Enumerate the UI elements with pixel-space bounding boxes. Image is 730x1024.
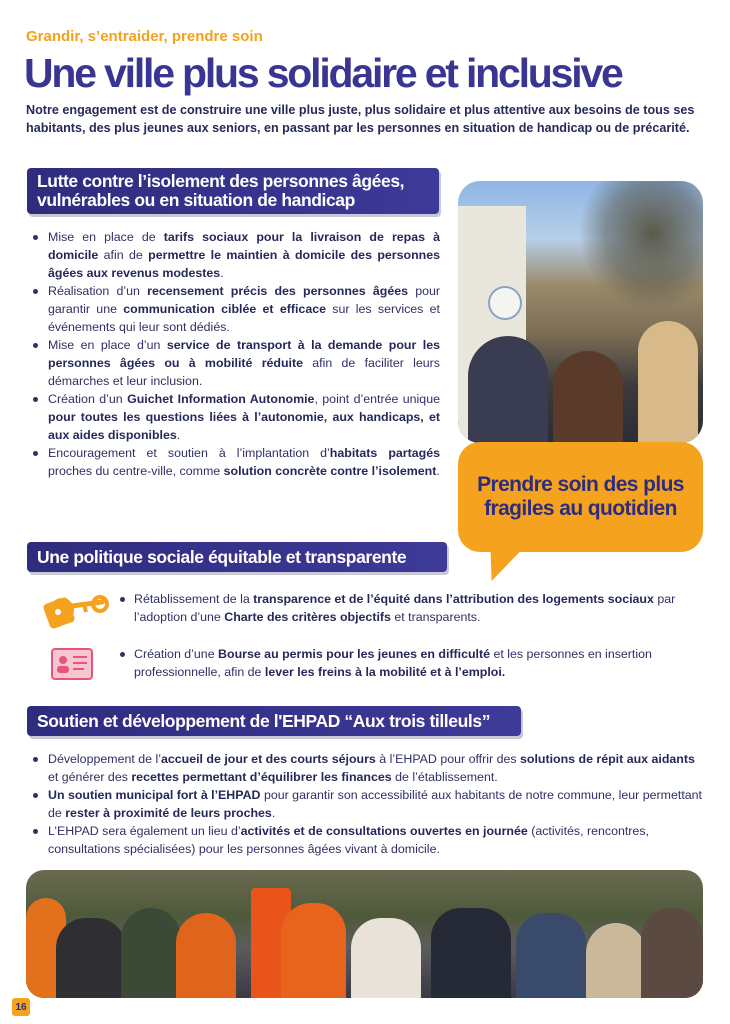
bold-text: solutions de répit aux aidants xyxy=(519,752,695,766)
callout-bubble xyxy=(458,442,703,552)
text: Mise en place d’un xyxy=(48,338,167,352)
text: et les personnes en insertion professionnelle, afin de xyxy=(134,647,652,679)
text: Rétablissement de la xyxy=(134,592,254,606)
text: , point d’entrée unique xyxy=(314,392,440,406)
text: Mise en place de xyxy=(48,230,164,244)
text: L’EHPAD sera également un lieu d’ xyxy=(48,824,241,838)
intro-paragraph: Notre engagement est de construire une ville plus juste, plus solidaire et plus attentive aux besoins de tous ses habitants, des plus jeunes aux seniors, en passant par les personnes en situation de handicap ou de précarité. xyxy=(26,103,695,135)
callout-line-1: Prendre soin des plus xyxy=(477,473,684,496)
list-item xyxy=(30,786,706,822)
bold-text: Un soutien municipal fort à l’EHPAD xyxy=(48,788,261,802)
politique-item-text-2 xyxy=(120,645,710,681)
politique-item-permis xyxy=(40,645,710,689)
page-number: 16 xyxy=(12,998,30,1016)
bold-text: Bourse au permis pour les jeunes en difficulté xyxy=(218,647,491,661)
list-item xyxy=(30,336,440,390)
bold-text: Guichet Information Autonomie xyxy=(127,392,315,406)
ehpad-list xyxy=(30,750,706,858)
section-banner-ehpad: Soutien et développement de l'EHPAD “Aux trois tilleuls” xyxy=(27,706,521,736)
bold-text: solution concrète contre l’isolement xyxy=(223,464,437,478)
bold-text: tarifs sociaux pour la livraison de repas à domicile xyxy=(48,230,440,262)
photo-ehpad-rally xyxy=(26,870,703,998)
text: de l’établissement. xyxy=(391,770,498,784)
text: Réalisation d’un xyxy=(48,284,148,298)
section-banner-politique-sociale: Une politique sociale équitable et transparente xyxy=(27,542,447,572)
politique-item-text-1 xyxy=(120,590,710,626)
list-item xyxy=(30,228,440,282)
callout-line-2: fragiles au quotidien xyxy=(484,497,677,520)
isolement-list xyxy=(30,228,440,480)
list-item xyxy=(30,390,440,444)
text: . xyxy=(176,428,181,442)
text: par l’adoption d’une xyxy=(134,592,676,624)
list-item xyxy=(30,822,706,858)
photo-seniors-meeting xyxy=(458,181,703,443)
text: . xyxy=(271,806,276,820)
bold-text: communication ciblée et efficace xyxy=(123,302,326,316)
banner-line-1: Lutte contre l’isolement des personnes âgées, xyxy=(37,171,405,191)
bold-text: rester à proximité de leurs proches xyxy=(65,806,272,820)
text: sur les services et événements qui leur sont dédiés. xyxy=(48,302,440,334)
banner-line-2: vulnérables ou en situation de handicap xyxy=(37,190,355,210)
bold-text: lever les freins à la mobilité et à l’emploi. xyxy=(264,665,506,679)
bold-text: service de transport à la demande pour les personnes âgées ou à mobilité réduite xyxy=(48,338,440,370)
text: proches du centre-ville, comme xyxy=(48,464,224,478)
text: pour garantir une xyxy=(48,284,440,316)
text: afin de xyxy=(98,248,149,262)
section-kicker: Grandir, s’entraider, prendre soin xyxy=(26,28,263,45)
text: et transparents. xyxy=(390,610,481,624)
text: pour garantir son accessibilité aux habitants de notre commune, leur permettant de xyxy=(48,788,702,820)
sign-badge-icon xyxy=(488,286,522,320)
text: Création d’une xyxy=(134,647,219,661)
bold-text: transparence et de l’équité dans l’attribution des logements sociaux xyxy=(253,592,654,606)
bold-text: accueil de jour et des courts séjours xyxy=(160,752,376,766)
text: (activités, rencontres, consultations spécialisées) pour les personnes âgées vivant à domicile. xyxy=(48,824,649,856)
list-item xyxy=(30,444,440,480)
text: Création d’un xyxy=(48,392,128,406)
page-title: Une ville plus solidaire et inclusive xyxy=(24,50,622,96)
id-card-icon xyxy=(40,645,110,689)
text: Encouragement et soutien à l’implantation d’ xyxy=(48,446,330,460)
section-banner-isolement xyxy=(27,168,439,214)
bold-text: Charte des critères objectifs xyxy=(224,610,391,624)
keys-icon xyxy=(40,590,110,634)
list-item xyxy=(30,282,440,336)
bold-text: habitats partagés xyxy=(329,446,440,460)
text: et générer des xyxy=(48,770,132,784)
bold-text: recettes permettant d’équilibrer les finances xyxy=(131,770,392,784)
bold-text: activités et de consultations ouvertes en journée xyxy=(240,824,528,838)
politique-item-logements xyxy=(40,590,710,634)
bold-text: pour toutes les questions liées à l’autonomie, aux handicaps, et aux aides disponibles xyxy=(48,410,440,442)
text: Développement de l’ xyxy=(48,752,161,766)
text: . xyxy=(436,464,440,478)
bold-text: recensement précis des personnes âgées xyxy=(147,284,408,298)
list-item xyxy=(30,750,706,786)
text: afin de faciliter leurs démarches et leur inclusion. xyxy=(48,356,440,388)
bold-text: permettre le maintien à domicile des personnes âgées aux revenus modestes xyxy=(48,248,440,280)
text: à l’EHPAD pour offrir des xyxy=(375,752,520,766)
text: . xyxy=(220,266,224,280)
callout-text xyxy=(477,473,684,521)
